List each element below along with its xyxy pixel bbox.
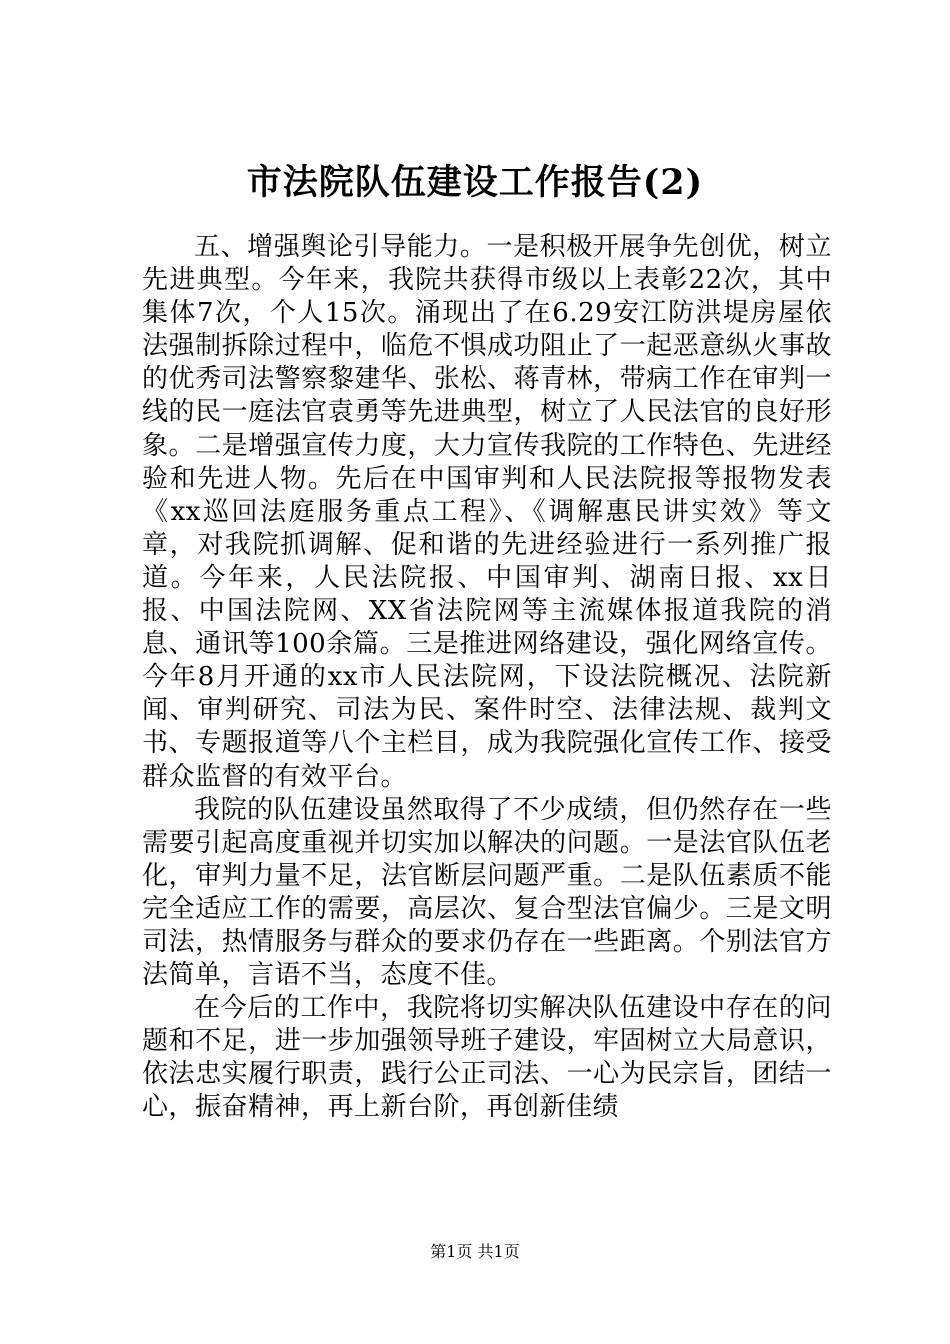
paragraph-publicity: 五、增强舆论引导能力。一是积极开展争先创优，树立先进典型。今年来，我院共获得市级以上表彰22次，其中集体7次，个人15次。涌现出了在6.29安江防洪堤房屋依法强制拆除过程中，临危不惧成功阻止了一起恶意纵火事故的优秀司法警察黎建华、张松、蒋青林，带病工作在审判一线的民一庭法官袁勇等先进典型，树立了人民法官的良好形象。二是增强宣传力度，大力宣传我院的工作特色、先进经验和先进人物。先后在中国审判和人民法院报等报物发表《xx巡回法庭服务重点工程》、《调解惠民讲实效》等文章，对我院抓调解、促和谐的先进经验进行一系列推广报道。今年来，人民法院报、中国审判、湖南日报、xx日报、中国法院网、XX省法院网等主流媒体报道我院的消息、通讯等100余篇。三是推进网络建设，强化网络宣传。今年8月开通的xx市人民法院网，下设法院概况、法院新闻、审判研究、司法为民、案件时空、法律法规、裁判文书、专题报道等八个主栏目，成为我院强化宣传工作、接受群众监督的有效平台。	[142, 232, 832, 792]
document-body	[142, 231, 832, 1125]
paragraph-problems: 我院的队伍建设虽然取得了不少成绩，但仍然存在一些需要引起高度重视并切实加以解决的问题。一是法官队伍老化，审判力量不足，法官断层问题严重。二是队伍素质不能完全适应工作的需要，高层次、复合型法官偏少。三是文明司法，热情服务与群众的要求仍存在一些距离。个别法官方法简单，言语不当，态度不佳。	[142, 794, 832, 991]
paragraph-future-plans: 在今后的工作中，我院将切实解决队伍建设中存在的问题和不足，进一步加强领导班子建设，牢固树立大局意识，依法忠实履行职责，践行公正司法、一心为民宗旨，团结一心，振奋精神，再上新台阶，再创新佳绩	[142, 993, 832, 1123]
document-title: 市法院队伍建设工作报告(2)	[246, 162, 704, 203]
page-footer: 第1页 共1页	[430, 1242, 520, 1261]
